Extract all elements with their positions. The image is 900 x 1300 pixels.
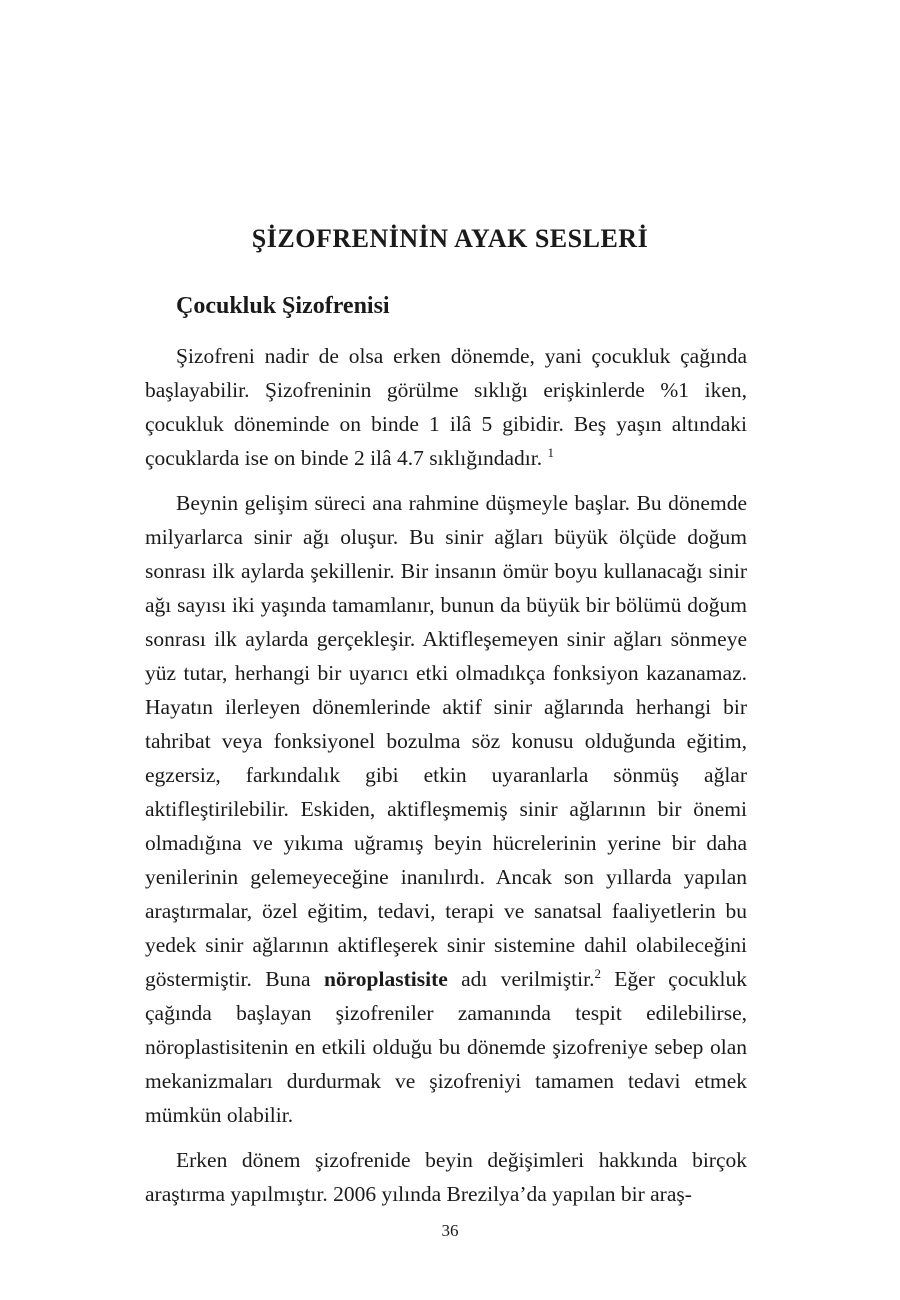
paragraph-1-text: Şizofreni nadir de olsa erken dönemde, yani çocukluk çağında başlayabilir. Şizofreninin görülme sıklığı erişkinlerde %1 iken, çocukluk döneminde on binde 1 ilâ 5 gibidir. Beş yaşın altındaki çocuklarda ise on binde 2 ilâ 4.7 sıklığındadır.	[145, 344, 747, 470]
section-heading: Çocukluk Şizofrenisi	[176, 293, 390, 319]
body-text	[145, 339, 747, 1211]
paragraph-1	[145, 339, 747, 475]
paragraph-2	[145, 486, 747, 1132]
paragraph-3	[145, 1143, 747, 1211]
page-number: 36	[441, 1221, 459, 1240]
footnote-marker-2: 2	[594, 965, 601, 981]
term-neuroplasticity: nöroplastisite	[323, 967, 448, 991]
paragraph-2-text-after: Eğer çocukluk çağında başlayan şizofreniler zamanında tespit edilebilirse, nöroplastisitenin en etkili olduğu bu dönemde şizofreniye sebep olan mekanizmaları durdurmak ve şizofreniyi tamamen tedavi etmek mümkün olabilir.	[145, 967, 747, 1127]
chapter-title: ŞİZOFRENİNİN AYAK SESLERİ	[251, 224, 649, 253]
paragraph-2-text-mid: adı verilmiştir.	[447, 967, 595, 991]
footnote-marker-1: 1	[547, 444, 554, 460]
paragraph-2-text-before: Beynin gelişim süreci ana rahmine düşmeyle başlar. Bu dönemde milyarlarca sinir ağı oluşur. Bu sinir ağları büyük ölçüde doğum sonrası ilk aylarda şekillenir. Bir insanın ömür boyu kullanacağı sinir ağı sayısı iki yaşında tamamlanır, bunun da büyük bir bölümü doğum sonrası ilk aylarda gerçekleşir. Aktifleşemeyen sinir ağları sönmeye yüz tutar, herhangi bir uyarıcı etki olmadıkça fonksiyon kazanamaz. Hayatın ilerleyen dönemlerinde aktif sinir ağlarında herhangi bir tahribat veya fonksiyonel bozulma söz konusu olduğunda eğitim, egzersiz, farkındalık gibi etkin uyaranlarla sönmüş ağlar aktifleştirilebilir. Eskiden, aktifleşmemiş sinir ağlarının bir önemi olmadığına ve yıkıma uğramış beyin hücrelerinin yerine bir daha yenilerinin gelemeyeceğine inanılırdı. Ancak son yıllarda yapılan araştırmalar, özel eğitim, tedavi, terapi ve sanatsal faaliyetlerin bu yedek sinir ağlarının aktifleşerek sinir sistemine dahil olabileceğini göstermiştir. Buna	[145, 491, 747, 991]
paragraph-3-text: Erken dönem şizofrenide beyin değişimleri hakkında birçok araştırma yapılmıştır. 2006 yılında Brezilya’da yapılan bir araş-	[145, 1148, 747, 1206]
